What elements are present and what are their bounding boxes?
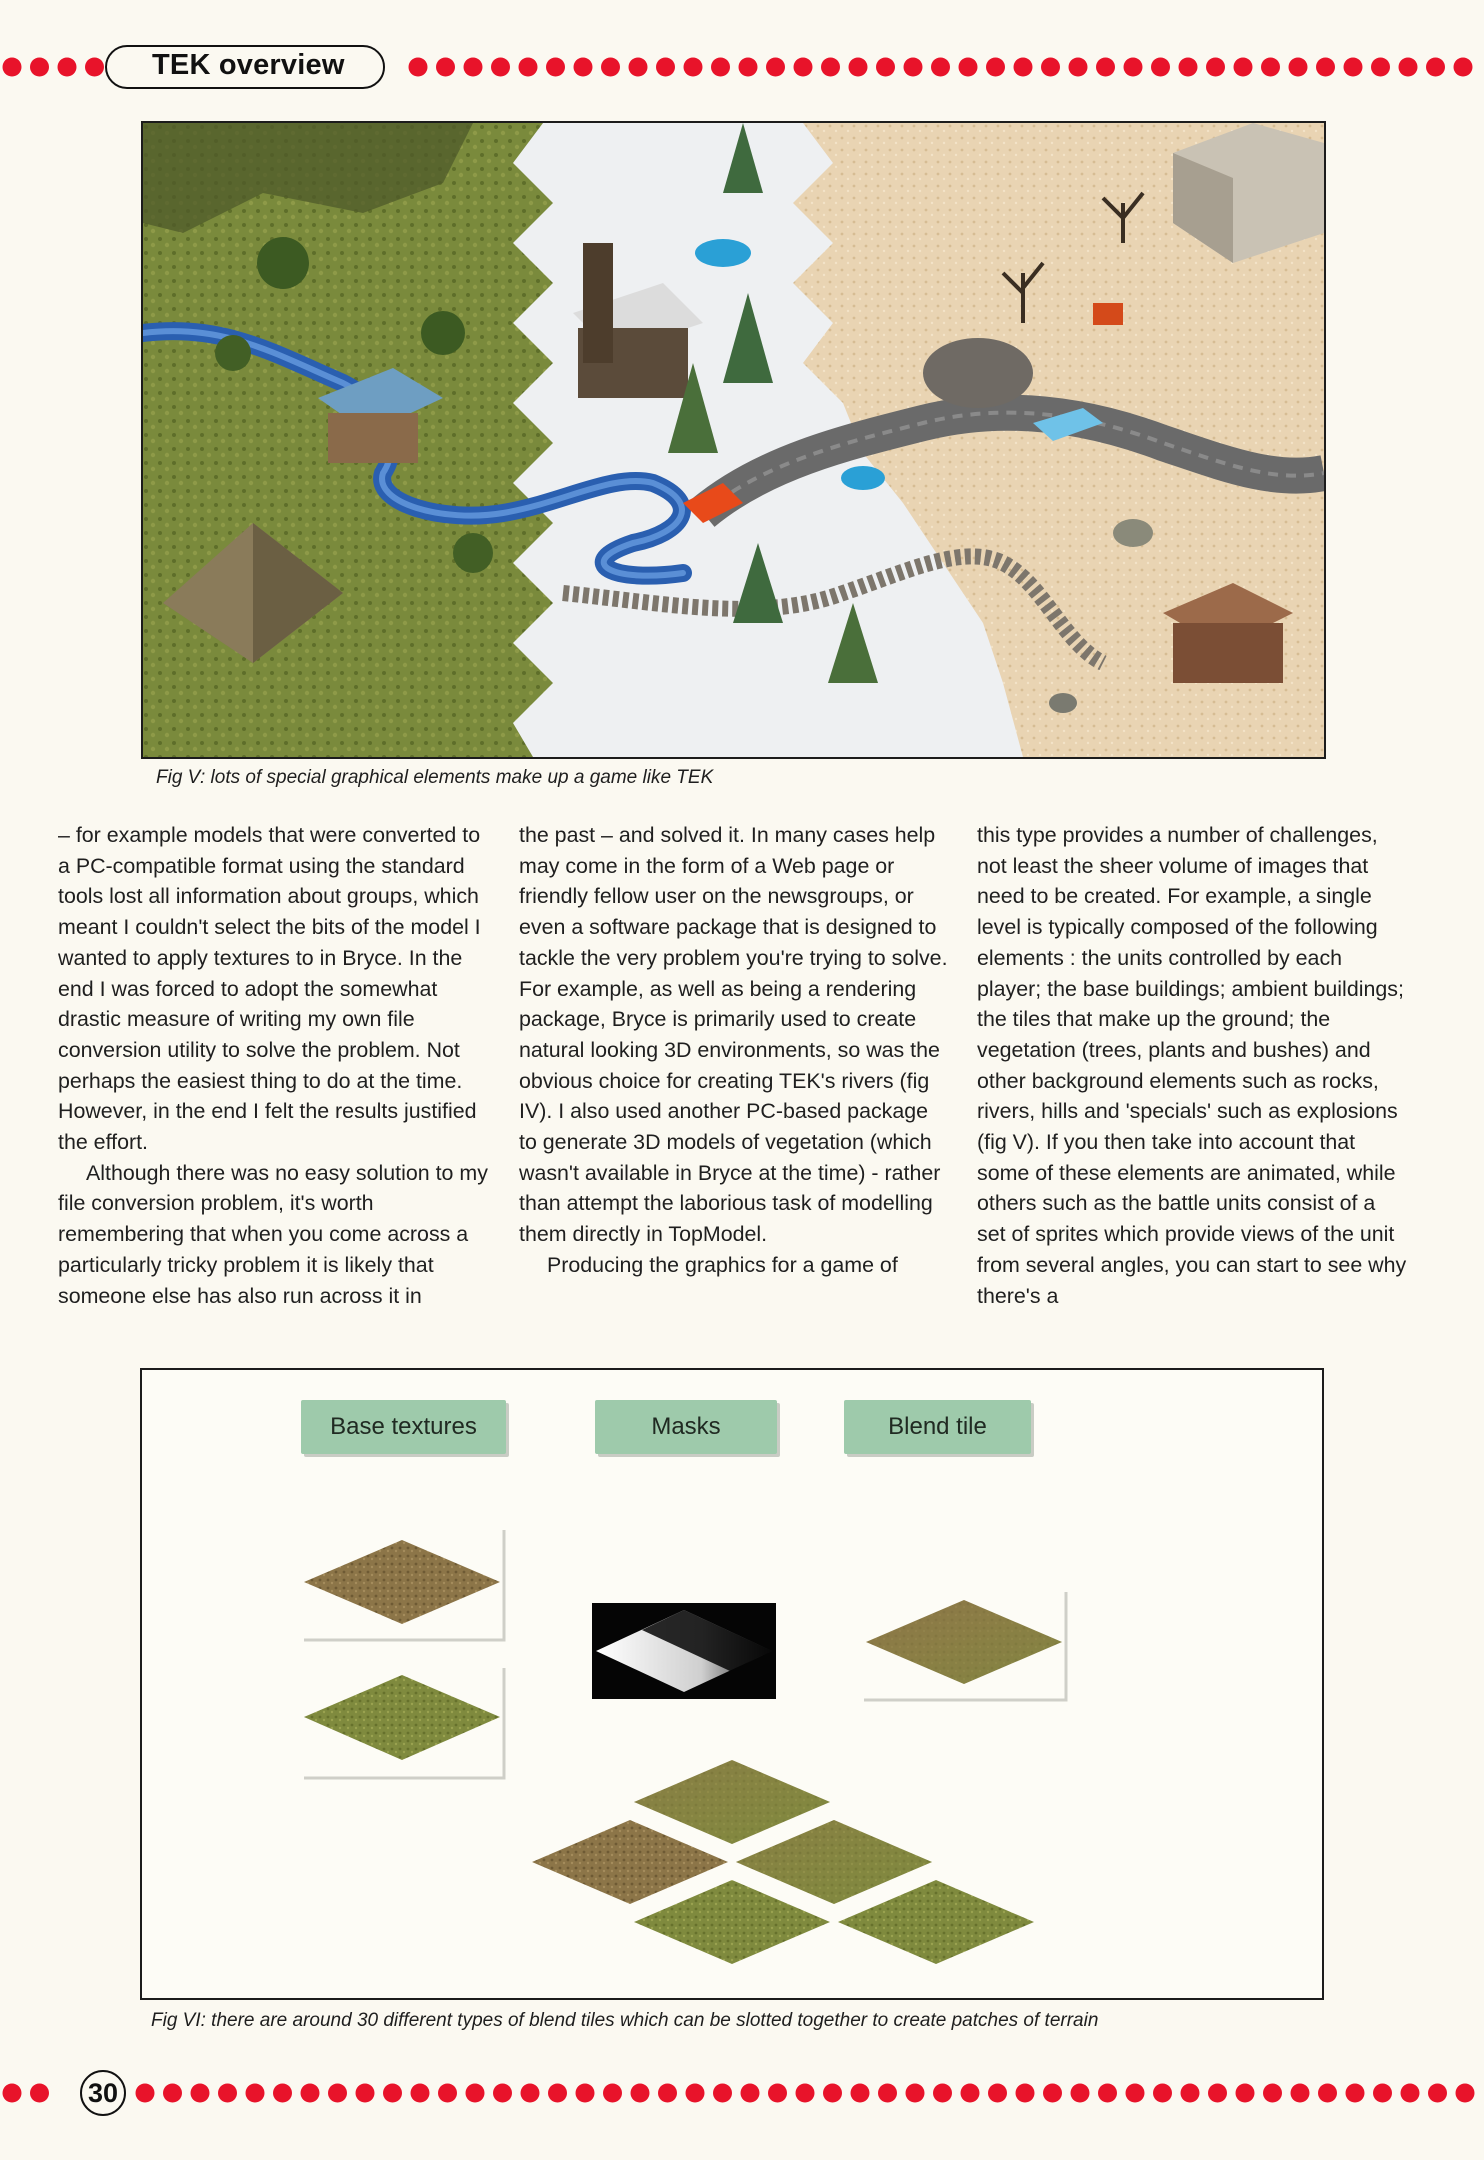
decorative-dot xyxy=(768,2084,787,2103)
article-column-2 xyxy=(519,820,949,1281)
decorative-dot xyxy=(356,2084,375,2103)
decorative-dot xyxy=(1428,2084,1447,2103)
decorative-dot xyxy=(603,2084,622,2103)
decorative-dot xyxy=(1016,2084,1035,2103)
decorative-dot xyxy=(601,58,620,77)
decorative-dot xyxy=(491,58,510,77)
decorative-dot xyxy=(961,2084,980,2103)
decorative-dot xyxy=(1456,2084,1475,2103)
decorative-dot xyxy=(933,2084,952,2103)
decorative-dot xyxy=(3,58,22,77)
figure-v-game-screenshot xyxy=(141,121,1326,759)
decorative-dot xyxy=(1208,2084,1227,2103)
decorative-dot xyxy=(849,58,868,77)
decorative-dot xyxy=(821,58,840,77)
decorative-dot xyxy=(1071,2084,1090,2103)
decorative-dot xyxy=(409,58,428,77)
decorative-dot xyxy=(1069,58,1088,77)
decorative-dot xyxy=(766,58,785,77)
decorative-dot xyxy=(1234,58,1253,77)
decorative-dot xyxy=(301,2084,320,2103)
decorative-dot xyxy=(548,2084,567,2103)
page-number-badge xyxy=(78,2068,128,2118)
decorative-dot xyxy=(218,2084,237,2103)
label-base-textures: Base textures xyxy=(301,1400,506,1454)
decorative-dot xyxy=(794,58,813,77)
section-title: TEK overview xyxy=(152,49,345,81)
decorative-dot xyxy=(1289,58,1308,77)
decorative-dot xyxy=(493,2084,512,2103)
article-paragraph: Producing the graphics for a game of xyxy=(547,1252,898,1277)
article-paragraph: this type provides a number of challenges, not least the sheer volume of images that need to be created. For example, a single level is typically composed of the following elements : the units controlled by each player; the base buildings; ambient buildings; the tiles that make up the ground; the vegetation (trees, plants and bushes) and other background elements such as rocks, rivers, hills and 'specials' such as explosions (fig V). If you then take into account that some of these elements are animated, while others such as the battle units consist of a set of sprites which provide views of the unit from several angles, you can start to see why there's a xyxy=(977,823,1407,1308)
decorative-dot xyxy=(191,2084,210,2103)
decorative-dot xyxy=(436,58,455,77)
decorative-dot xyxy=(629,58,648,77)
decorative-dot xyxy=(1096,58,1115,77)
decorative-dot xyxy=(986,58,1005,77)
decorative-dot xyxy=(30,58,49,77)
decorative-dot xyxy=(58,58,77,77)
decorative-dot xyxy=(519,58,538,77)
decorative-dot xyxy=(713,2084,732,2103)
article-paragraph: Although there was no easy solution to my file conversion problem, it's worth remembering that when you come across a particularly tricky problem it is likely that someone else has also run across it in xyxy=(58,1160,488,1308)
base-texture-dirt xyxy=(304,1530,504,1640)
assembled-tile-patch xyxy=(532,1760,1034,1964)
decorative-dot xyxy=(1346,2084,1365,2103)
decorative-dot xyxy=(521,2084,540,2103)
article-paragraph: – for example models that were converted to a PC-compatible format using the standard tools lost all information about groups, which meant I couldn't select the bits of the model I wanted to apply textures to in Bryce. In the end I was forced to adopt the somewhat drastic measure of writing my own file conversion utility to solve the problem. Not perhaps the easiest thing to do at the time. However, in the end I felt the results justified the effort. xyxy=(58,823,481,1155)
decorative-dot xyxy=(411,2084,430,2103)
decorative-dot xyxy=(546,58,565,77)
figure-vi-caption: Fig VI: there are around 30 different types of blend tiles which can be slotted together to create patches of terrain xyxy=(151,2010,1099,2031)
decorative-dot xyxy=(1454,58,1473,77)
decorative-dot xyxy=(1153,2084,1172,2103)
decorative-dot xyxy=(383,2084,402,2103)
decorative-dot xyxy=(931,58,950,77)
decorative-dot xyxy=(1014,58,1033,77)
decorative-dot xyxy=(3,2084,22,2103)
decorative-dot xyxy=(851,2084,870,2103)
decorative-dot xyxy=(1151,58,1170,77)
decorative-dot xyxy=(1261,58,1280,77)
decorative-dot xyxy=(741,2084,760,2103)
tiles-graphic xyxy=(142,1370,1322,1998)
decorative-dot xyxy=(876,58,895,77)
decorative-dot xyxy=(1098,2084,1117,2103)
decorative-dot xyxy=(1399,58,1418,77)
decorative-dot xyxy=(328,2084,347,2103)
decorative-dot xyxy=(1181,2084,1200,2103)
decorative-dot xyxy=(1126,2084,1145,2103)
figure-vi-blend-tiles xyxy=(140,1368,1324,2000)
decorative-dot xyxy=(1206,58,1225,77)
decorative-dot xyxy=(904,58,923,77)
decorative-dot xyxy=(438,2084,457,2103)
decorative-dot xyxy=(1316,58,1335,77)
mask-tile xyxy=(592,1603,776,1699)
decorative-dot xyxy=(1263,2084,1282,2103)
decorative-dot xyxy=(631,2084,650,2103)
decorative-dot xyxy=(1124,58,1143,77)
section-header-tab xyxy=(105,44,385,90)
decorative-dot xyxy=(1344,58,1363,77)
decorative-dot xyxy=(658,2084,677,2103)
decorative-dot xyxy=(576,2084,595,2103)
decorative-dot xyxy=(878,2084,897,2103)
decorative-dot xyxy=(1291,2084,1310,2103)
article-column-3 xyxy=(977,820,1407,1311)
label-blend-tile: Blend tile xyxy=(844,1400,1031,1454)
decorative-dot xyxy=(823,2084,842,2103)
page-number: 30 xyxy=(87,2078,119,2108)
decorative-dot xyxy=(1318,2084,1337,2103)
label-masks: Masks xyxy=(595,1400,777,1454)
decorative-dot xyxy=(988,2084,1007,2103)
article-column-1 xyxy=(58,820,488,1311)
decorative-dot xyxy=(656,58,675,77)
decorative-dot xyxy=(906,2084,925,2103)
decorative-dot xyxy=(796,2084,815,2103)
figure-v-caption: Fig V: lots of special graphical elements make up a game like TEK xyxy=(156,767,714,788)
decorative-dot xyxy=(30,2084,49,2103)
decorative-dot xyxy=(1236,2084,1255,2103)
decorative-dot xyxy=(273,2084,292,2103)
decorative-dot xyxy=(466,2084,485,2103)
decorative-dot xyxy=(136,2084,155,2103)
decorative-dot xyxy=(686,2084,705,2103)
decorative-dot xyxy=(464,58,483,77)
decorative-dot xyxy=(739,58,758,77)
decorative-dot xyxy=(85,58,104,77)
decorative-dot xyxy=(163,2084,182,2103)
decorative-dot xyxy=(711,58,730,77)
decorative-dot xyxy=(959,58,978,77)
bottom-dot-rule xyxy=(0,2073,1484,2113)
decorative-dot xyxy=(1371,58,1390,77)
decorative-dot xyxy=(1373,2084,1392,2103)
decorative-dot xyxy=(1426,58,1445,77)
decorative-dot xyxy=(246,2084,265,2103)
base-texture-grass xyxy=(304,1668,504,1778)
decorative-dot xyxy=(1179,58,1198,77)
decorative-dot xyxy=(1401,2084,1420,2103)
blend-tile xyxy=(864,1592,1066,1700)
decorative-dot xyxy=(574,58,593,77)
article-paragraph: the past – and solved it. In many cases help may come in the form of a Web page or friendly fellow user on the newsgroups, or even a software package that is designed to tackle the very problem you're trying to solve. For example, as well as being a rendering package, Bryce is primarily used to create natural looking 3D environments, so was the obvious choice for creating TEK's rivers (fig IV). I also used another PC-based package to generate 3D models of vegetation (which wasn't available in Bryce at the time) - rather than attempt the laborious task of modelling them directly in TopModel. xyxy=(519,823,948,1247)
decorative-dot xyxy=(1041,58,1060,77)
decorative-dot xyxy=(684,58,703,77)
decorative-dot xyxy=(1043,2084,1062,2103)
